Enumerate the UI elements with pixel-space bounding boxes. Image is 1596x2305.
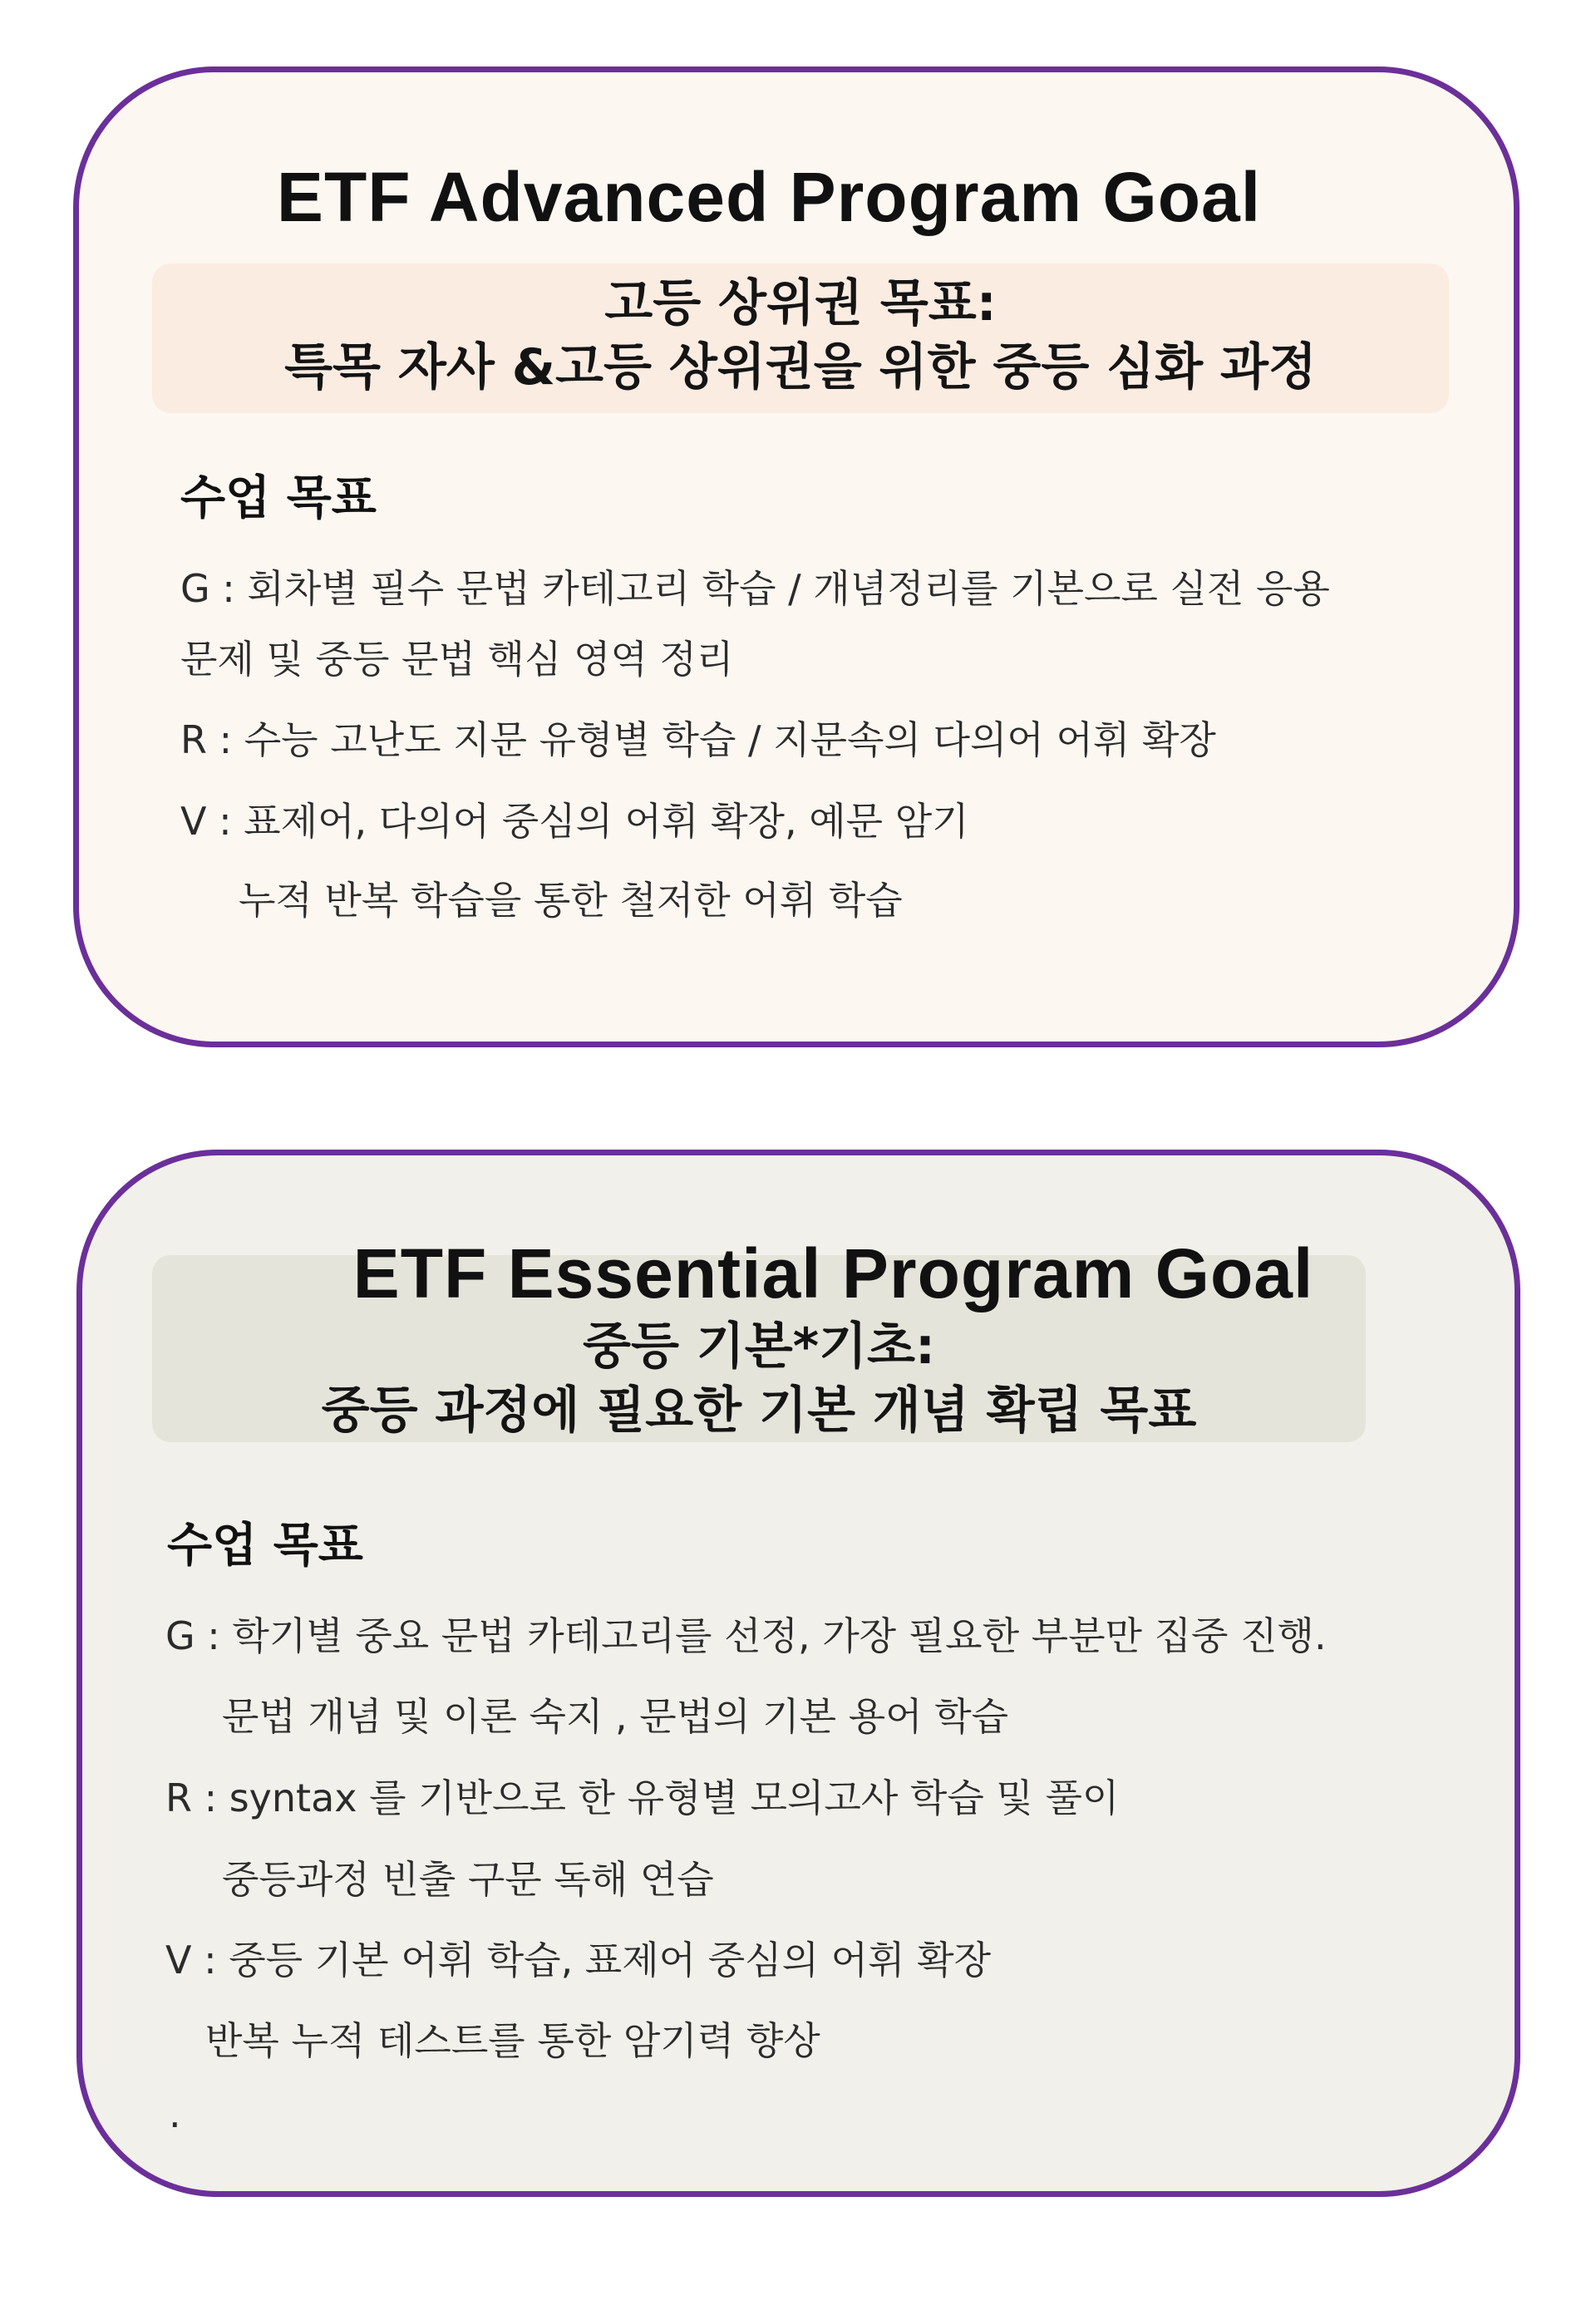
essential-goal-line: 문법 개념 및 이론 숙지 , 문법의 기본 용어 학습 [222, 1694, 1009, 1739]
essential-goal-line: G : 학기별 중요 문법 카테고리를 선정, 가장 필요한 부분만 집중 진행. [165, 1613, 1327, 1658]
advanced-goal-line: R : 수능 고난도 지문 유형별 학습 / 지문속의 다의어 어휘 확장 [180, 717, 1216, 762]
essential-trailing-period: . [169, 2091, 181, 2136]
essential-goal-line: V : 중등 기본 어휘 학습, 표제어 중심의 어휘 확장 [165, 1938, 992, 1982]
advanced-goal-line: V : 표제어, 다의어 중심의 어휘 확장, 예문 암기 [180, 799, 969, 844]
essential-goal-line: 중등과정 빈출 구문 독해 연습 [222, 1857, 714, 1902]
essential-goal-line: 반복 누적 테스트를 통한 암기력 향상 [205, 2018, 820, 2063]
advanced-section-heading: 수업 목표 [180, 471, 377, 525]
essential-section-heading: 수업 목표 [167, 1519, 363, 1573]
advanced-program-title: ETF Advanced Program Goal [276, 158, 1262, 236]
advanced-subtitle-line-2: 특목 자사 &고등 상위권을 위한 중등 심화 과정 [284, 337, 1317, 396]
essential-program-title: ETF Essential Program Goal [352, 1234, 1314, 1313]
advanced-goal-line: 누적 반복 학습을 통한 철저한 어휘 학습 [239, 878, 903, 923]
advanced-goal-line: 문제 및 중등 문법 핵심 영역 정리 [180, 637, 734, 682]
advanced-subtitle-line-1: 고등 상위권 목표: [604, 274, 997, 332]
essential-subtitle-line-2: 중등 과정에 필요한 기본 개념 확립 목표 [321, 1381, 1197, 1440]
essential-program-card [76, 1150, 1520, 2197]
advanced-goal-line: G : 회차별 필수 문법 카테고리 학습 / 개념정리를 기본으로 실전 응용 [180, 566, 1330, 611]
advanced-program-card [73, 66, 1520, 1047]
advanced-subtitle-banner [152, 263, 1449, 413]
essential-subtitle-line-1: 중등 기본*기초: [582, 1317, 936, 1376]
essential-goal-line: R : syntax 를 기반으로 한 유형별 모의고사 학습 및 풀이 [165, 1776, 1120, 1820]
